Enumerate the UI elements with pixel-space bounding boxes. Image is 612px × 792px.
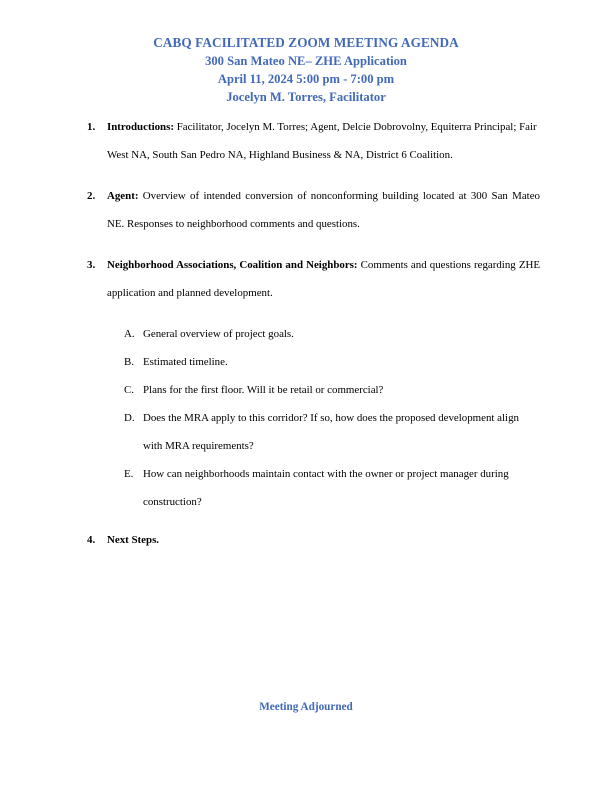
agenda-item-1-text: Facilitator, Jocelyn M. Torres; Agent, Delcie Dobrovolny, Equiterra Principal; Fair West NA, South San Pedro NA, Highland Business & NA, District 6 Coalition.: [107, 121, 537, 161]
agenda-subitem-list: [0, 320, 612, 516]
agenda-item-3-content: [107, 251, 540, 307]
document-subtitle-facilitator: Jocelyn M. Torres, Facilitator: [226, 90, 386, 104]
document-title-block: [0, 34, 612, 106]
agenda-item-2-marker: 2.: [87, 190, 96, 202]
agenda-subitem-c-text: Plans for the first floor. Will it be retail or commercial?: [143, 384, 384, 396]
document-footer: [0, 697, 612, 715]
agenda-subitem-a: [0, 320, 612, 348]
agenda-item-2: [0, 182, 612, 238]
agenda-subitem-d: [0, 404, 612, 460]
document-subtitle-address: 300 San Mateo NE– ZHE Application: [205, 54, 407, 68]
agenda-subitem-e-text: How can neighborhoods maintain contact with the owner or project manager during construction?: [143, 468, 509, 508]
agenda-item-3: [0, 251, 612, 307]
agenda-item-4-marker: 4.: [87, 534, 96, 546]
agenda-item-3-heading: Neighborhood Associations, Coalition and Neighbors:: [107, 259, 358, 271]
agenda-subitem-d-marker: D.: [124, 412, 135, 424]
agenda-item-4-text: Next Steps.: [107, 534, 160, 546]
agenda-item-2-heading: Agent:: [107, 190, 139, 202]
agenda-subitem-e: [0, 460, 612, 516]
agenda-item-1: [0, 113, 612, 169]
agenda-item-1-marker: 1.: [87, 121, 96, 133]
agenda-item-1-heading: Introductions:: [107, 121, 174, 133]
meeting-adjourned-text: Meeting Adjourned: [259, 701, 353, 713]
agenda-item-2-text: Overview of intended conversion of nonconforming building located at 300 San Mateo NE. Responses to neighborhood comments and questions.: [107, 190, 540, 230]
agenda-subitem-b: [0, 348, 612, 376]
document-title: CABQ FACILITATED ZOOM MEETING AGENDA: [153, 35, 459, 50]
agenda-item-4: [0, 526, 612, 554]
agenda-subitem-a-marker: A.: [124, 328, 135, 340]
agenda-subitem-d-text: Does the MRA apply to this corridor? If so, how does the proposed development align with MRA requirements?: [143, 412, 519, 452]
agenda-item-1-content: [107, 113, 540, 169]
agenda-subitem-c-marker: C.: [124, 384, 134, 396]
agenda-subitem-c: [0, 376, 612, 404]
agenda-item-3-marker: 3.: [87, 259, 96, 271]
agenda-item-2-content: [107, 182, 540, 238]
agenda-subitem-e-marker: E.: [124, 468, 134, 480]
agenda-list: [0, 113, 612, 567]
agenda-subitem-b-text: Estimated timeline.: [143, 356, 228, 368]
agenda-subitem-b-marker: B.: [124, 356, 134, 368]
agenda-item-3-text: Comments and questions regarding ZHE application and planned development.: [107, 259, 540, 299]
document-subtitle-datetime: April 11, 2024 5:00 pm - 7:00 pm: [217, 72, 395, 86]
agenda-subitem-a-text: General overview of project goals.: [143, 328, 294, 340]
